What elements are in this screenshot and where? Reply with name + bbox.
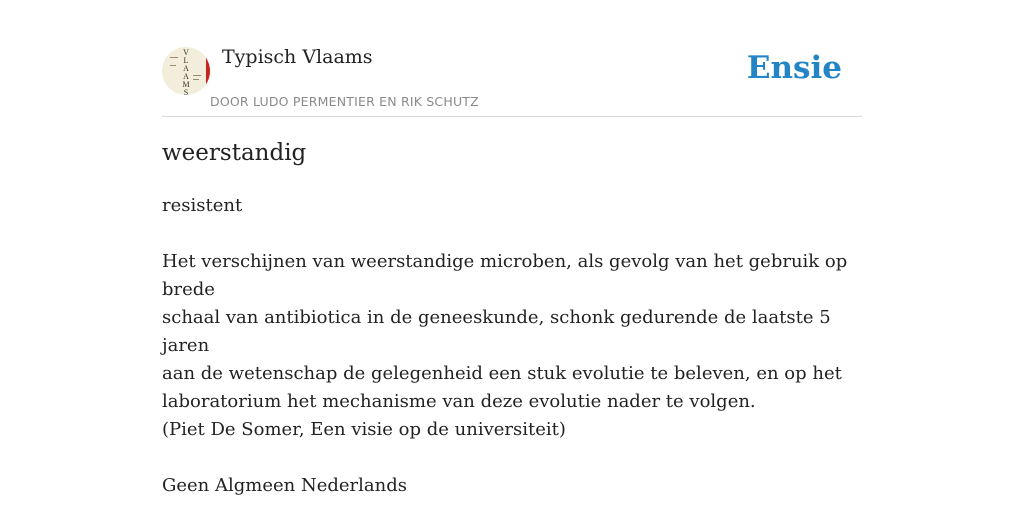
header bbox=[162, 44, 862, 117]
logo-decor-line bbox=[170, 57, 178, 58]
logo-lettering: V L A A M S bbox=[182, 48, 190, 95]
example-source: (Piet De Somer, Een visie op de universiteit) bbox=[162, 419, 566, 440]
example-line: schaal van antibiotica in de geneeskunde, schonk gedurende de laatste 5 jaren bbox=[162, 307, 831, 356]
brand-logo-link[interactable]: Ensie bbox=[746, 50, 842, 86]
spacer bbox=[162, 444, 862, 472]
logo-accent-stripe bbox=[206, 53, 210, 89]
logo-decor-line bbox=[193, 75, 201, 76]
entry-body bbox=[162, 192, 862, 500]
book-cover-logo[interactable] bbox=[162, 47, 210, 95]
example-line: laboratorium het mechanisme van deze evolutie nader te volgen. bbox=[162, 391, 756, 412]
entry-note: Geen Algmeen Nederlands bbox=[162, 475, 407, 496]
example-line: Het verschijnen van weerstandige microben, als gevolg van het gebruik op brede bbox=[162, 251, 848, 300]
author-byline: DOOR LUDO PERMENTIER EN RIK SCHUTZ bbox=[210, 94, 479, 109]
page-title[interactable]: Typisch Vlaams bbox=[222, 46, 373, 68]
spacer bbox=[162, 220, 862, 248]
entry-headword: weerstandig bbox=[162, 140, 307, 166]
example-line: aan de wetenschap de gelegenheid een stuk evolutie te beleven, en op het bbox=[162, 363, 842, 384]
logo-decor-line bbox=[193, 79, 199, 80]
entry-definition: resistent bbox=[162, 195, 243, 216]
logo-decor-line bbox=[170, 65, 176, 66]
